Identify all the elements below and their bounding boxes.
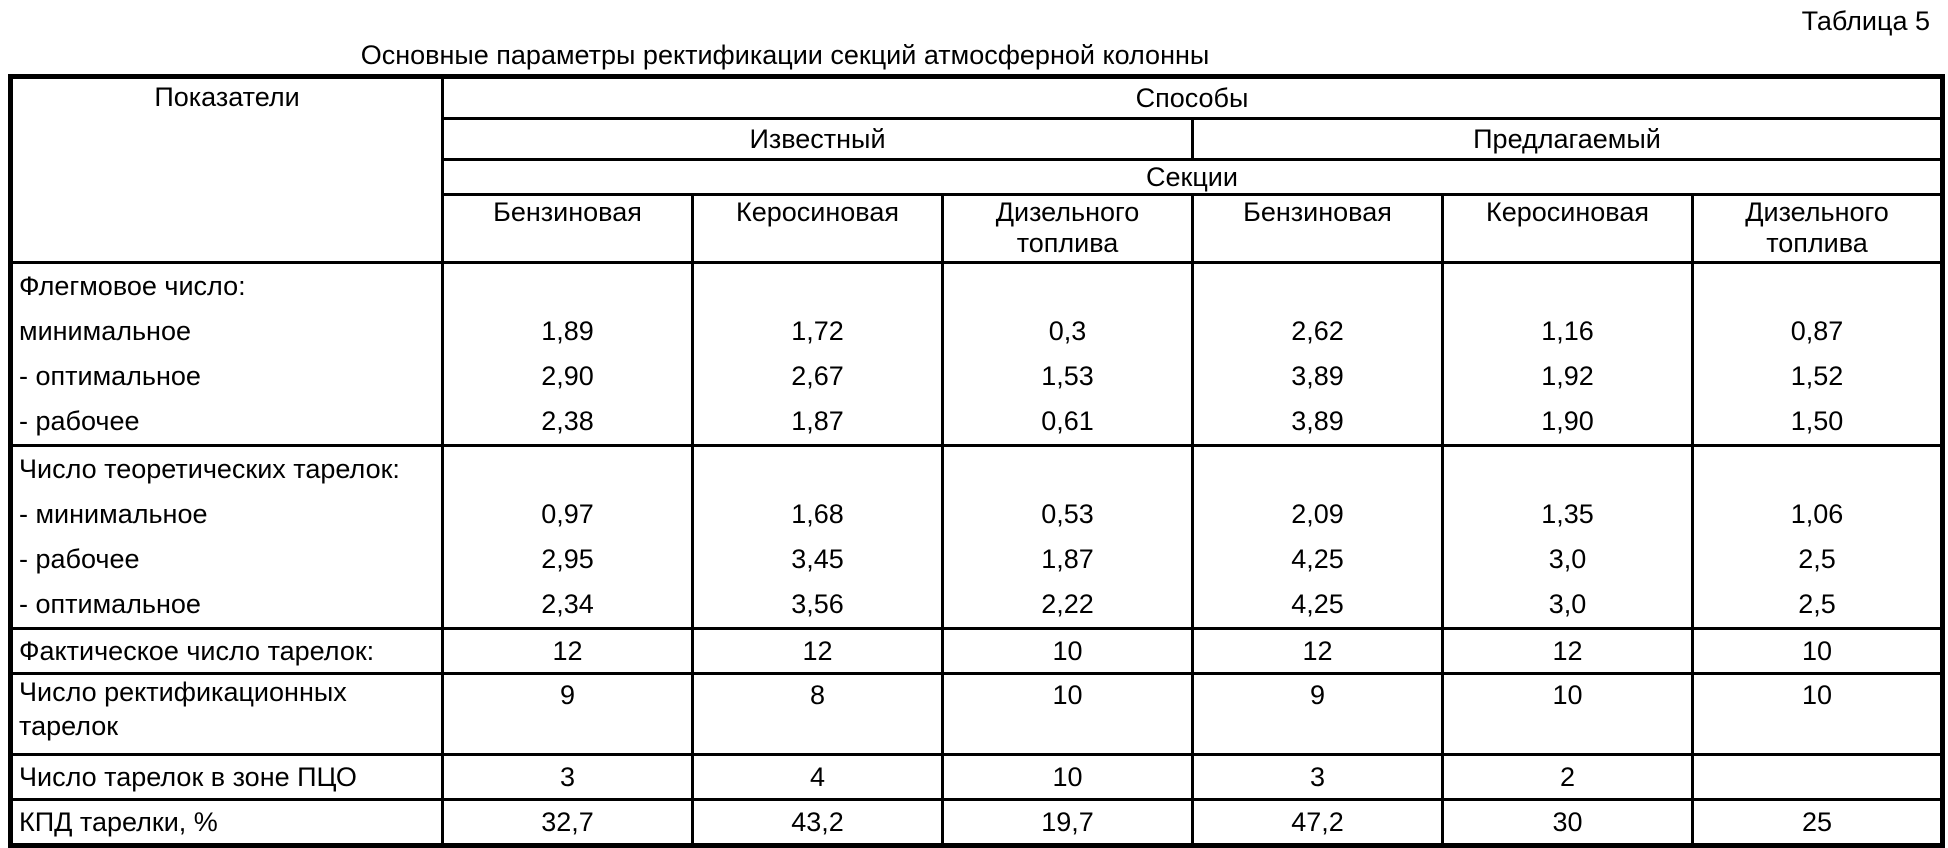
cell-rectification-plates-value: 10 xyxy=(1693,674,1943,755)
cell-pco-zone-value-empty xyxy=(1693,755,1943,800)
value-line: 0,87 xyxy=(1790,316,1844,346)
cell-actual-plates-value: 12 xyxy=(443,629,693,674)
value-line: 3,45 xyxy=(791,544,844,574)
value-line: 4,25 xyxy=(1291,544,1344,574)
row-label-line: Число ректификационных xyxy=(19,677,347,707)
value-line: 1,89 xyxy=(541,316,594,346)
row-label-line: - оптимальное xyxy=(19,361,201,391)
header-row-methods xyxy=(11,77,1943,119)
row-theoretical-plates xyxy=(11,446,1943,629)
cell-plate-efficiency-value: 25 xyxy=(1693,800,1943,846)
row-label-line: - оптимальное xyxy=(19,589,201,619)
value-line: 1,68 xyxy=(791,499,844,529)
value-line: 1,92 xyxy=(1541,361,1594,391)
value-line: 2,5 xyxy=(1798,544,1836,574)
value-line: 0,53 xyxy=(1041,499,1094,529)
cell-actual-plates-value: 12 xyxy=(693,629,943,674)
row-label-line: Число теоретических тарелок: xyxy=(19,454,400,484)
cell-actual-plates-label: Фактическое число тарелок: xyxy=(11,629,443,674)
cell-actual-plates-value: 10 xyxy=(943,629,1193,674)
table-title: Основные параметры ректификации секций атмосферной колонны xyxy=(360,40,1210,70)
cell-rectification-plates-label xyxy=(11,674,443,755)
value-line: 2,5 xyxy=(1798,589,1836,619)
value-line: 2,90 xyxy=(541,361,594,391)
row-actual-plates xyxy=(11,629,1943,674)
cell-actual-plates-value: 10 xyxy=(1693,629,1943,674)
value-line: 3,89 xyxy=(1291,361,1344,391)
value-line: 1,72 xyxy=(791,316,844,346)
cell-pco-zone-value: 4 xyxy=(693,755,943,800)
value-line: 2,09 xyxy=(1291,499,1344,529)
cell-actual-plates-value: 12 xyxy=(1193,629,1443,674)
value-line xyxy=(944,447,1191,492)
cell-pco-zone-value: 10 xyxy=(943,755,1193,800)
value-line xyxy=(1194,264,1441,309)
value-line: 1,53 xyxy=(1041,361,1094,391)
value-line xyxy=(444,447,691,492)
table-number-bar xyxy=(0,0,1948,40)
cell-theoretical-values-col0 xyxy=(443,446,693,629)
cell-theoretical-values-col4 xyxy=(1443,446,1693,629)
value-line xyxy=(1194,447,1441,492)
row-label-line: минимальное xyxy=(19,316,191,346)
cell-rectification-plates-value: 8 xyxy=(693,674,943,755)
cell-theoretical-values-col3 xyxy=(1193,446,1443,629)
cell-column-header-kerosene-known: Керосиновая xyxy=(693,195,943,263)
value-line: 1,16 xyxy=(1541,316,1594,346)
value-line: 2,62 xyxy=(1291,316,1344,346)
cell-pco-zone-value: 2 xyxy=(1443,755,1693,800)
cell-plate-efficiency-value: 47,2 xyxy=(1193,800,1443,846)
value-line: 3,56 xyxy=(791,589,844,619)
parameters-table xyxy=(8,74,1945,848)
value-line: 1,90 xyxy=(1541,406,1594,436)
cell-actual-plates-value: 12 xyxy=(1443,629,1693,674)
row-label-line: - минимальное xyxy=(19,499,208,529)
value-line: 2,67 xyxy=(791,361,844,391)
row-rectification-plates xyxy=(11,674,1943,755)
cell-pco-zone-value: 3 xyxy=(443,755,693,800)
cell-theoretical-values-col2 xyxy=(943,446,1193,629)
value-line: 1,35 xyxy=(1541,499,1594,529)
cell-column-header-benzine-proposed: Бензиновая xyxy=(1193,195,1443,263)
cell-sections-header: Секции xyxy=(443,160,1943,195)
cell-rectification-plates-value: 9 xyxy=(443,674,693,755)
cell-plate-efficiency-value: 19,7 xyxy=(943,800,1193,846)
cell-reflux-values-col0 xyxy=(443,263,693,446)
cell-methods-header: Способы xyxy=(443,77,1943,119)
cell-plate-efficiency-value: 43,2 xyxy=(693,800,943,846)
value-line: 1,50 xyxy=(1790,406,1844,436)
row-reflux-ratio xyxy=(11,263,1943,446)
value-line xyxy=(944,264,1191,309)
value-line: 0,61 xyxy=(1041,406,1094,436)
cell-rectification-plates-value: 10 xyxy=(1443,674,1693,755)
cell-method-known: Известный xyxy=(443,119,1193,160)
value-line: 3,0 xyxy=(1548,589,1587,619)
cell-indicators-header: Показатели xyxy=(11,77,443,263)
row-label-line: тарелок xyxy=(19,711,119,741)
cell-column-header-kerosene-proposed: Керосиновая xyxy=(1443,195,1693,263)
cell-theoretical-values-col5 xyxy=(1693,446,1943,629)
value-line: 2,95 xyxy=(541,544,594,574)
value-line xyxy=(694,447,941,492)
cell-reflux-values-col4 xyxy=(1443,263,1693,446)
value-line: 1,87 xyxy=(791,406,844,436)
value-line: 0,3 xyxy=(1048,316,1087,346)
value-line: 0,97 xyxy=(541,499,594,529)
cell-method-proposed: Предлагаемый xyxy=(1193,119,1943,160)
cell-theoretical-values-col1 xyxy=(693,446,943,629)
table-number-label: Таблица 5 xyxy=(1801,6,1930,36)
value-line: 1,87 xyxy=(1041,544,1094,574)
row-pco-zone-plates xyxy=(11,755,1943,800)
value-line xyxy=(1694,447,1940,492)
value-line xyxy=(1444,447,1691,492)
value-line: 2,38 xyxy=(541,406,594,436)
cell-rectification-plates-value: 9 xyxy=(1193,674,1443,755)
cell-reflux-labels xyxy=(11,263,443,446)
value-line: 3,89 xyxy=(1291,406,1344,436)
cell-pco-zone-label: Число тарелок в зоне ПЦО xyxy=(11,755,443,800)
row-plate-efficiency xyxy=(11,800,1943,846)
value-line: 2,22 xyxy=(1041,589,1094,619)
value-line: 4,25 xyxy=(1291,589,1344,619)
cell-reflux-values-col5 xyxy=(1693,263,1943,446)
cell-reflux-values-col2 xyxy=(943,263,1193,446)
value-line xyxy=(694,264,941,309)
cell-pco-zone-value: 3 xyxy=(1193,755,1443,800)
cell-plate-efficiency-label: КПД тарелки, % xyxy=(11,800,443,846)
value-line: 3,0 xyxy=(1548,544,1587,574)
cell-theoretical-labels xyxy=(11,446,443,629)
cell-column-header-diesel-proposed: Дизельного топлива xyxy=(1693,195,1943,263)
cell-plate-efficiency-value: 32,7 xyxy=(443,800,693,846)
value-line: 1,52 xyxy=(1790,361,1844,391)
value-line xyxy=(1694,264,1940,309)
row-label-line: - рабочее xyxy=(19,406,140,436)
value-line: 1,06 xyxy=(1790,499,1844,529)
value-line: 2,34 xyxy=(541,589,594,619)
cell-reflux-values-col3 xyxy=(1193,263,1443,446)
cell-rectification-plates-value: 10 xyxy=(943,674,1193,755)
cell-column-header-diesel-known: Дизельного топлива xyxy=(943,195,1193,263)
cell-reflux-values-col1 xyxy=(693,263,943,446)
cell-plate-efficiency-value: 30 xyxy=(1443,800,1693,846)
cell-column-header-benzine-known: Бензиновая xyxy=(443,195,693,263)
value-line xyxy=(444,264,691,309)
title-row xyxy=(0,40,1948,72)
value-line xyxy=(1444,264,1691,309)
row-label-line: - рабочее xyxy=(19,544,140,574)
row-label-line: Флегмовое число: xyxy=(19,271,246,301)
